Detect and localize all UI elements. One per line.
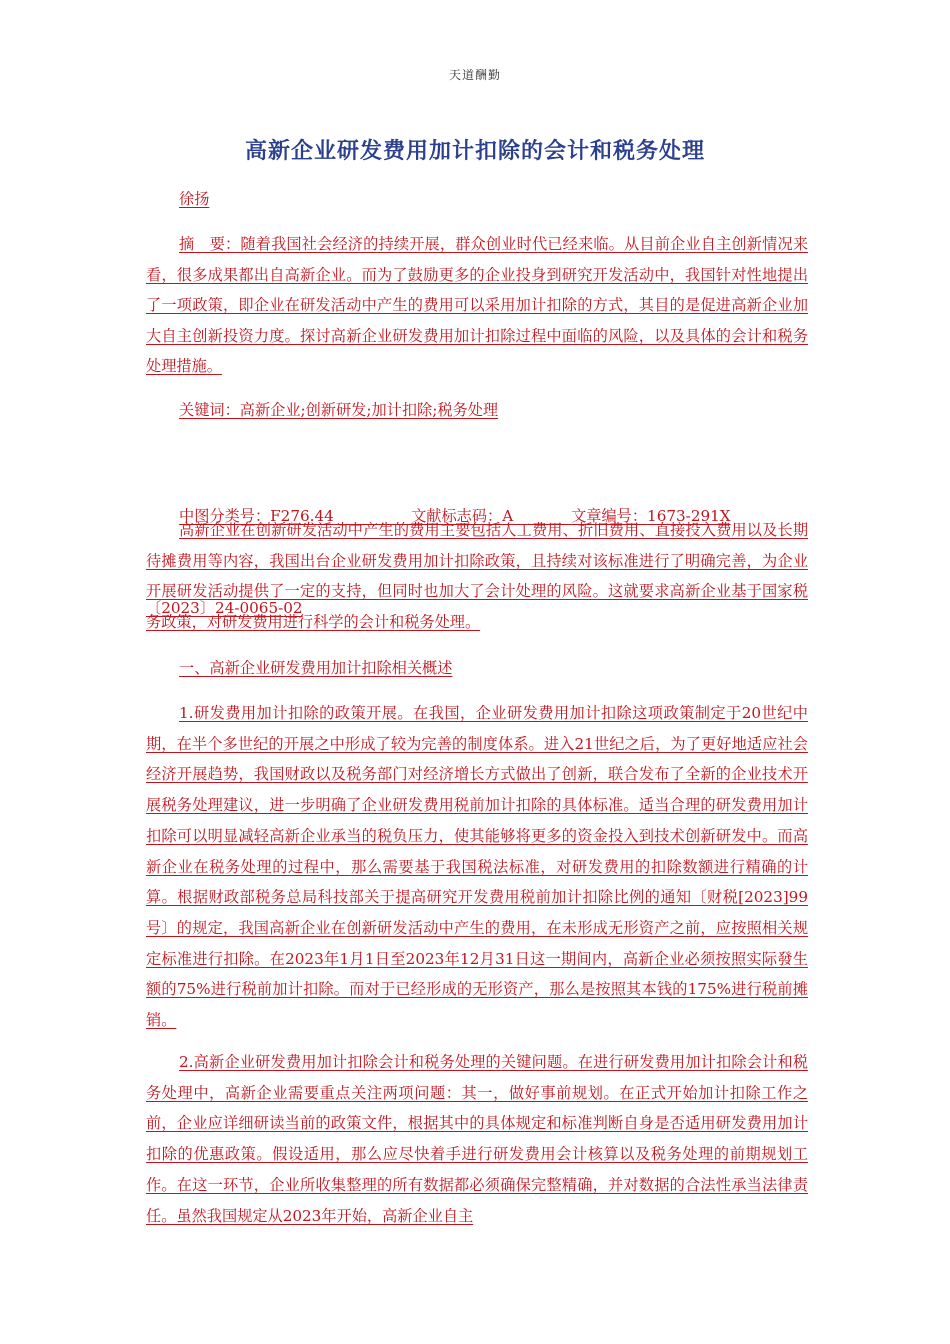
paragraph-text: 2.高新企业研发费用加计扣除会计和税务处理的关键问题。在进行研发费用加计扣除会计和税务处理中，高新企业需要重点关注两项问题：其一，做好事前规划。在正式开始加计扣除工作之前，企业应详细研读当前的政策文件，根据其中的具体规定和标准判断自身是否适用研发费用加计扣除的优惠政策。假设适用，那么应尽快着手进行研发费用会计核算以及税务处理的前期规划工作。在这一环节，企业所收集整理的所有数据都必须确保完整精确，并对数据的合法性承当法律责任。虽然我国规定从2023年开始，高新企业自主	[146, 1053, 808, 1225]
keywords-line	[146, 395, 808, 426]
author-line	[146, 184, 808, 215]
section-heading	[146, 653, 808, 684]
page-header: 天道酬勤	[448, 68, 501, 82]
keywords-text: 关键词：高新企业;创新研发;加计扣除;税务处理	[179, 401, 499, 419]
article-number-cont: 〔2023〕24-0065-02	[146, 598, 303, 617]
section-heading-text: 一、高新企业研发费用加计扣除相关概述	[179, 659, 453, 677]
intro-paragraph	[146, 515, 808, 637]
body-paragraph-1	[146, 698, 808, 1036]
article-number: 文章编号：1673-291X	[571, 507, 731, 526]
abstract-paragraph	[146, 229, 808, 382]
classification-code: 中图分类号：F276.44	[179, 507, 334, 526]
paragraph-text: 1.研发费用加计扣除的政策开展。在我国，企业研发费用加计扣除这项政策制定于20世纪中期，在半个多世纪的开展之中形成了较为完善的制度体系。进入21世纪之后，为了更好地适应社会经济开展趋势，我国财政以及税务部门对经济增长方式做出了创新，联合发布了全新的企业技术开展税务处理建议，进一步明确了企业研发费用税前加计扣除的具体标准。适当合理的研发费用加计扣除可以明显减轻高新企业承当的税负压力，使其能够将更多的资金投入到技术创新研发中。而高新企业在税务处理的过程中，那么需要基于我国税法标准，对研发费用的扣除数额进行精确的计算。根据财政部税务总局科技部关于提高研究开发费用税前加计扣除比例的通知〔财税[2023]99号〕的规定，我国高新企业在创新研发活动中产生的费用，在未形成无形资产之前，应按照相关规定标准进行扣除。在2023年1月1日至2023年12月31日这一期间内，高新企业必须按照实际發生额的75%进行税前加计扣除。而对于已经形成的无形资产，那么是按照其本钱的175%进行税前摊销。	[146, 704, 808, 1030]
author-name: 徐扬	[179, 190, 210, 208]
intro-text: 高新企业在创新研发活动中产生的费用主要包括人工费用、折旧费用、直接投入费用以及长期待摊费用等内容，我国出台企业研发费用加计扣除政策，且持续对该标准进行了明确完善，为企业开展研发活动提供了一定的支持，但同时也加大了会计处理的风险。这就要求高新企业基于国家税务政策，对研发费用进行科学的会计和税务处理。	[146, 521, 808, 631]
article-title: 高新企业研发费用加计扣除的会计和税务处理	[244, 139, 705, 164]
abstract-text: 摘 要：随着我国社会经济的持续开展，群众创业时代已经来临。从目前企业自主创新情况来看，很多成果都出自高新企业。而为了鼓励更多的企业投身到研究开发活动中，我国针对性地提出了一项政策，即企业在研发活动中产生的费用可以采用加计扣除的方式，其目的是促进高新企业加大自主创新投资力度。探讨高新企业研发费用加计扣除过程中面临的风险，以及具体的会计和税务处理措施。	[146, 235, 808, 376]
document-code: 文献标志码：A	[411, 507, 514, 526]
body-paragraph-2	[146, 1047, 808, 1231]
